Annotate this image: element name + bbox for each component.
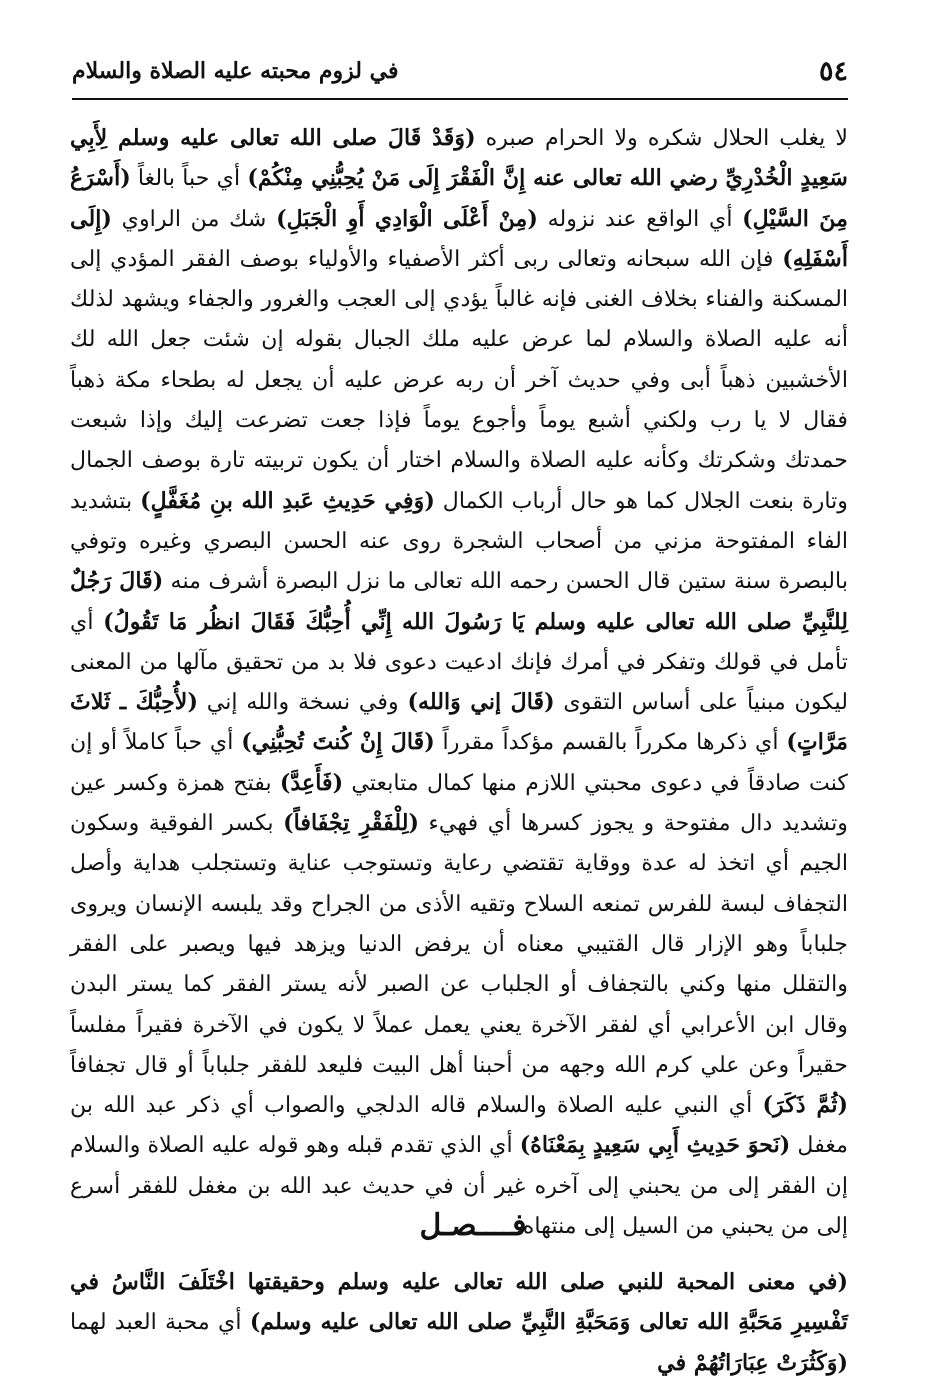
hadith-quote: (لأُحِبُّكَ ـ ثَلاثَ مَرَّاتٍ) <box>70 689 849 756</box>
commentary-text: أي الذي تقدم قبله وهو قوله عليه الصلاة والسلام إن الفقر إلى من يحبني إلى آخره غير أن في حديث عبد الله بن مغفل للفقر أسرع إلى من يحبني من السيل إلى منتهاه. <box>70 1132 848 1240</box>
section-paragraph <box>70 1262 848 1383</box>
hadith-quote: (وَفِي حَدِيثِ عَبدِ الله بنِ مُغَفَّلٍ) <box>140 487 435 514</box>
hadith-quote: (قَالَ إني وَالله) <box>407 689 555 716</box>
commentary-text: فإن الله سبحانه وتعالى ربى أكثر الأصفياء والأولياء بوصف الفقر المؤدي إلى المسكنة والفناء بخلاف الغنى فإنه غالباً يؤدي إلى العجب والغرور والجفاء ويشهد لذلك أنه عليه الصلاة والسلام لما عرض عليه ملك الجبال بقوله إن شئت جعل الله لك الأخشبين ذهباً أبى وفي حديث آخر أن ربه عرض عليه أن يجعل له بطحاء مكة ذهباً فقال لا يا رب ولكني أشبع يوماً وأجوع يوماً فإذا جعت تضرعت إليك وإذا شبعت حمدتك وشكرتك وكأنه عليه الصلاة والسلام اختار أن يكون تربيته تارة بوصف الجمال وتارة بنعت الجلال كما هو حال أرباب الكمال <box>70 245 848 514</box>
hadith-quote: (وَقَدْ قَالَ صلى الله تعالى عليه وسلم لِأَبِي سَعِيدٍ الْخُدْرِيِّ رضي الله تعالى عنه إِنَّ الْفَقْرَ إِلَى مَنْ يُحِبُّنِي مِنْكُمْ) <box>70 125 848 192</box>
commentary-text: لا يغلب الحلال شكره ولا الحرام صبره <box>475 125 848 151</box>
commentary-text: أي حباً كاملاً أو إن كنت صادقاً في دعوى محبتي اللازم منها كمال متابعتي <box>70 729 848 796</box>
commentary-text: أي النبي عليه الصلاة والسلام قاله الدلجي والصواب أي ذكر عبد الله بن مغفل <box>70 1092 849 1159</box>
page-number: ٥٤ <box>818 56 848 87</box>
hadith-quote: (وَكَثُرَتْ عِبَارَاتُهُمْ في <box>657 1349 848 1376</box>
commentary-text: أي تأمل في قولك وتفكر في أمرك فإنك ادعيت دعوى فلا بد من تحقيق مآلها من المعنى ليكون مبنياً على أساس التقوى <box>70 608 848 716</box>
commentary-text: بتشديد الفاء المفتوحة مزني من أصحاب الشجرة روى عنه الحسن البصري وغيره وتوفي بالبصرة سنة ستين قال الحسن رحمه الله تعالى ما نزل البصرة أشرف منه <box>70 487 848 595</box>
commentary-paragraph <box>70 118 848 1246</box>
commentary-text: أي محبة العبد لهما <box>70 1309 250 1336</box>
commentary-text: وفي نسخة والله إني <box>197 689 408 716</box>
hadith-quote: (إِلَى أَسْفَلِهِ) <box>70 205 848 272</box>
hadith-quote: (ثُمَّ ذَكَرَ) <box>762 1092 848 1119</box>
commentary-text: أي الواقع عند نزوله <box>537 205 743 232</box>
commentary-text: بكسر الفوقية وسكون الجيم أي اتخذ له عدة ووقاية تقتضي رعاية وتستوجب عناية وتستجلب هداية وأصل التجفاف لبسة للفرس تمنعه السلاح وتقيه الأذى من الجراح وقد يلبسه الإنسان ويروى جلباباً وهو الإزار قال القتيبي معناه أن يرفض الدنيا ويزهد فيها ويصبر على الفقر والتقلل منها وكني بالتجفاف أو الجلباب عن الصبر لأنه يستر الفقر كما يستر البدن وقال ابن الأعرابي أي لفقر الآخرة يعني يعمل عملاً لا يكون في الآخرة فقيراً مفلساً حقيراً وعن علي كرم الله وجهه من أحبنا أهل البيت فليعد للفقر جلباباً أو قال تجفافاً <box>70 810 848 1078</box>
section-text-block <box>70 1262 848 1383</box>
hadith-quote: (قَالَ إِنْ كُنتَ تُحِبُّنِي) <box>241 729 435 756</box>
hadith-quote: (لِلْفَقْرِ تِجْفَافاً) <box>283 810 419 837</box>
commentary-text: أي ذكرها مكرراً بالقسم مؤكداً مقرراً <box>434 729 787 756</box>
hadith-quote: (نَحوَ حَدِيثِ أَبِي سَعِيدٍ بِمَعْنَاهُ) <box>519 1132 791 1159</box>
main-text-block <box>70 118 848 1246</box>
commentary-text: شك من الراوي <box>111 205 277 232</box>
running-header <box>72 52 848 100</box>
hadith-quote: (قَالَ رَجُلٌ لِلنَّبِيِّ صلى الله تعالى عليه وسلم يَا رَسُولَ الله إِنِّي أُحِبُّكَ فَقَالَ انظُر مَا تَقُولُ) <box>70 568 848 635</box>
hadith-quote: (في معنى المحبة للنبي صلى الله تعالى عليه وسلم وحقيقتها اخْتَلَفَ النَّاسُ في تَفْسِيرِ مَحَبَّةِ الله تعالى وَمَحَبَّةِ النَّبِيِّ صلى الله تعالى عليه وسلم) <box>70 1269 848 1336</box>
hadith-quote: (أَسْرَعُ مِنَ السَّيْلِ) <box>70 165 848 232</box>
commentary-text: أي حباً بالغاً <box>130 165 248 192</box>
header-title: في لزوم محبته عليه الصلاة والسلام <box>72 58 399 84</box>
commentary-text: بفتح همزة وكسر عين وتشديد دال مفتوحة و يجوز كسرها أي فهيء <box>70 769 848 837</box>
hadith-quote: (فَأَعِدَّ) <box>279 769 344 796</box>
section-heading: فــــصـل <box>419 1208 527 1243</box>
hadith-quote: (مِنْ أَعْلَى الْوَادِي أَوِ الْجَبَلِ) <box>276 205 538 232</box>
